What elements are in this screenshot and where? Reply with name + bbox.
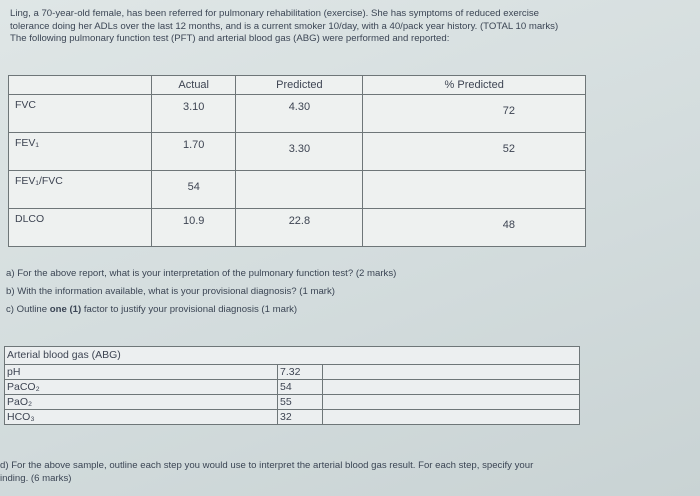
abg-table xyxy=(4,346,580,425)
pft-row-ratio xyxy=(9,171,586,209)
pft-label: FVC xyxy=(9,95,152,133)
pft-percent: 72 xyxy=(502,105,515,117)
case-intro xyxy=(10,8,690,46)
abg-title-row xyxy=(5,347,580,365)
intro-line-3: The following pulmonary function test (PFT) and arterial blood gas (ABG) were performed and reported: xyxy=(10,33,450,44)
question-c-pre: c) Outline xyxy=(6,304,50,315)
abg-value: 7.32 xyxy=(278,365,323,380)
abg-label: HCO₃ xyxy=(5,410,278,425)
pft-label: FEV₁ xyxy=(9,133,152,171)
abg-row xyxy=(5,380,580,395)
question-d xyxy=(0,460,700,485)
question-d-line-2: inding. (6 marks) xyxy=(0,472,72,484)
pft-predicted: 22.8 xyxy=(288,215,311,227)
abg-value: 54 xyxy=(278,380,323,395)
pft-header-actual: Actual xyxy=(152,76,236,95)
abg-row xyxy=(5,395,580,410)
pft-percent: 52 xyxy=(502,143,515,155)
pft-header-predicted: Predicted xyxy=(236,76,363,95)
pft-predicted: 4.30 xyxy=(288,101,311,113)
pft-header-percent: % Predicted xyxy=(363,76,586,95)
pft-actual: 3.10 xyxy=(183,101,205,113)
abg-blank xyxy=(323,365,580,380)
abg-row xyxy=(5,365,580,380)
abg-blank xyxy=(323,380,580,395)
abg-blank xyxy=(323,395,580,410)
pft-predicted xyxy=(236,171,362,181)
pft-header-blank xyxy=(9,76,152,95)
abg-blank xyxy=(323,410,580,425)
questions xyxy=(6,265,686,319)
abg-label: PaO₂ xyxy=(5,395,278,410)
abg-label: pH xyxy=(5,365,278,380)
pft-actual: 54 xyxy=(187,181,200,193)
intro-line-2: tolerance doing her ADLs over the last 12 months, and is a current smoker 10/day, with a 40/pack year history. (TOTAL 10 marks) xyxy=(10,20,559,32)
pft-label: DLCO xyxy=(9,209,152,247)
pft-table xyxy=(8,75,586,247)
pft-label: FEV₁/FVC xyxy=(9,171,152,209)
pft-percent: 48 xyxy=(502,219,515,231)
abg-title: Arterial blood gas (ABG) xyxy=(5,347,580,365)
pft-percent xyxy=(363,171,585,181)
question-c-post: factor to justify your provisional diagnosis (1 mark) xyxy=(81,304,298,315)
pft-predicted: 3.30 xyxy=(288,143,311,155)
abg-label: PaCO₂ xyxy=(5,380,278,395)
pft-row-dlco xyxy=(9,209,586,247)
pft-actual: 1.70 xyxy=(183,139,205,151)
pft-header-row xyxy=(9,76,586,95)
question-a: a) For the above report, what is your interpretation of the pulmonary function test? (2 marks) xyxy=(6,268,397,279)
question-b: b) With the information available, what is your provisional diagnosis? (1 mark) xyxy=(6,286,335,297)
question-c xyxy=(6,301,686,319)
pft-row-fev1 xyxy=(9,133,586,171)
pft-row-fvc xyxy=(9,95,586,133)
abg-row xyxy=(5,410,580,425)
intro-line-1: Ling, a 70-year-old female, has been referred for pulmonary rehabilitation (exercise). She has symptoms of reduced exercise xyxy=(10,8,539,19)
abg-value: 32 xyxy=(278,410,323,425)
pft-actual: 10.9 xyxy=(183,215,205,227)
question-d-line-1: d) For the above sample, outline each step you would use to interpret the arterial blood gas result. For each step, specify your xyxy=(0,460,534,471)
question-c-bold: one (1) xyxy=(49,304,82,315)
abg-value: 55 xyxy=(278,395,323,410)
